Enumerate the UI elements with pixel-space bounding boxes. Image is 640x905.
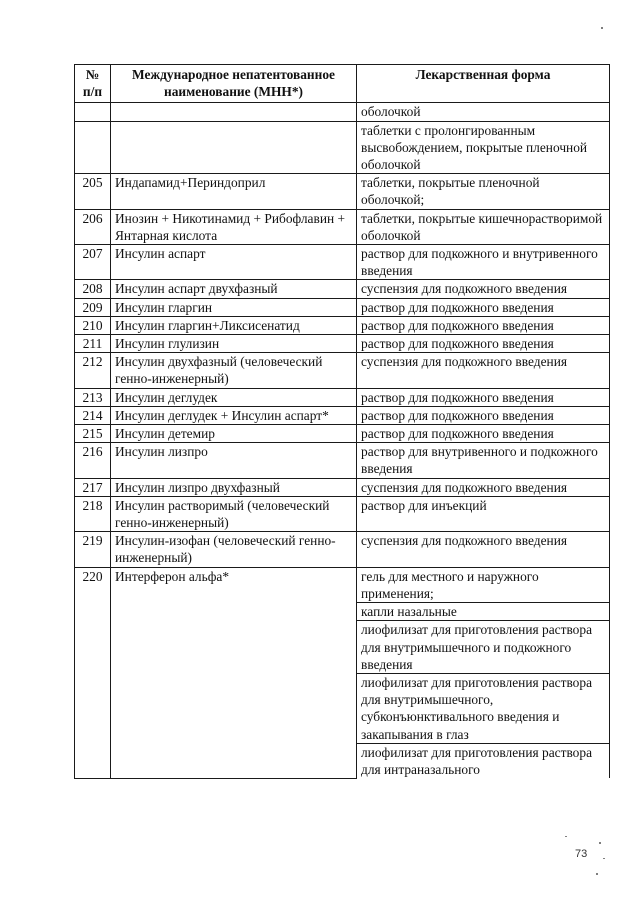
row-number: 216 (75, 443, 111, 478)
dosage-form: суспензия для подкожного введения (357, 280, 610, 298)
inn-name: Инсулин-изофан (человеческий генно-инженерный) (111, 532, 357, 567)
inn-name (111, 121, 357, 174)
inn-name: Интерферон альфа* (111, 567, 357, 778)
header-inn-name: Международное непатентованное наименование (МНН*) (111, 65, 357, 103)
table-row (75, 532, 610, 567)
dosage-form: раствор для подкожного введения (357, 406, 610, 424)
row-number: 219 (75, 532, 111, 567)
scan-speck (599, 842, 601, 844)
dosage-form: таблетки, покрытые пленочной оболочкой; (357, 174, 610, 209)
inn-name: Инсулин двухфазный (человеческий генно-инженерный) (111, 353, 357, 388)
inn-name: Инсулин деглудек + Инсулин аспарт* (111, 406, 357, 424)
inn-name: Индапамид+Периндоприл (111, 174, 357, 209)
inn-name: Инсулин глулизин (111, 335, 357, 353)
inn-name: Инсулин аспарт (111, 245, 357, 280)
table-row (75, 406, 610, 424)
table-row (75, 388, 610, 406)
dosage-form: суспензия для подкожного введения (357, 353, 610, 388)
row-number: 218 (75, 496, 111, 531)
dosage-form: капли назальные (357, 603, 610, 621)
scan-speck (603, 858, 605, 859)
dosage-form: раствор для подкожного введения (357, 425, 610, 443)
dosage-form: оболочкой (357, 103, 610, 121)
dosage-form: раствор для внутривенного и подкожного введения (357, 443, 610, 478)
table-row (75, 245, 610, 280)
dosage-form: раствор для подкожного введения (357, 316, 610, 334)
inn-name: Инсулин лизпро двухфазный (111, 478, 357, 496)
row-number: 214 (75, 406, 111, 424)
dosage-form: раствор для инъекций (357, 496, 610, 531)
inn-name: Инозин + Никотинамид + Рибофлавин + Янтарная кислота (111, 209, 357, 244)
table-row (75, 280, 610, 298)
dosage-form: лиофилизат для приготовления раствора для внутримышечного и подкожного введения (357, 621, 610, 674)
dosage-form: раствор для подкожного и внутривенного введения (357, 245, 610, 280)
table-row (75, 567, 610, 602)
header-number: № п/п (75, 65, 111, 103)
inn-name (111, 103, 357, 121)
row-number: 207 (75, 245, 111, 280)
inn-name: Инсулин аспарт двухфазный (111, 280, 357, 298)
row-number: 220 (75, 567, 111, 778)
dosage-form: суспензия для подкожного введения (357, 532, 610, 567)
table-header-row (75, 65, 610, 103)
row-number (75, 103, 111, 121)
scan-speck (596, 873, 598, 875)
inn-name: Инсулин деглудек (111, 388, 357, 406)
table-row (75, 443, 610, 478)
table-row (75, 335, 610, 353)
dosage-form: лиофилизат для приготовления раствора для внутримышечного, субконъюнктивального введения и закапывания в глаз (357, 673, 610, 743)
dosage-form: раствор для подкожного введения (357, 298, 610, 316)
row-number: 213 (75, 388, 111, 406)
row-number (75, 121, 111, 174)
row-number: 215 (75, 425, 111, 443)
dosage-form: гель для местного и наружного применения; (357, 567, 610, 602)
row-number: 206 (75, 209, 111, 244)
dosage-form: суспензия для подкожного введения (357, 478, 610, 496)
inn-name: Инсулин лизпро (111, 443, 357, 478)
table-row (75, 353, 610, 388)
dosage-form: раствор для подкожного введения (357, 335, 610, 353)
dosage-form: раствор для подкожного введения (357, 388, 610, 406)
table-row (75, 121, 610, 174)
row-number: 211 (75, 335, 111, 353)
row-number: 217 (75, 478, 111, 496)
dosage-form: лиофилизат для приготовления раствора для интраназального (357, 743, 610, 778)
drug-list-table (74, 64, 610, 779)
dosage-form: таблетки с пролонгированным высвобождением, покрытые пленочной оболочкой (357, 121, 610, 174)
table-row (75, 209, 610, 244)
table-row (75, 103, 610, 121)
inn-name: Инсулин растворимый (человеческий генно-инженерный) (111, 496, 357, 531)
scan-speck (565, 836, 567, 837)
row-number: 205 (75, 174, 111, 209)
inn-name: Инсулин детемир (111, 425, 357, 443)
dosage-form: таблетки, покрытые кишечнорастворимой оболочкой (357, 209, 610, 244)
row-number: 209 (75, 298, 111, 316)
table-row (75, 478, 610, 496)
scan-speck (601, 27, 603, 29)
row-number: 212 (75, 353, 111, 388)
page-number: 73 (575, 848, 588, 860)
table-row (75, 425, 610, 443)
inn-name: Инсулин гларгин (111, 298, 357, 316)
header-dosage-form: Лекарственная форма (357, 65, 610, 103)
table-row (75, 174, 610, 209)
row-number: 208 (75, 280, 111, 298)
inn-name: Инсулин гларгин+Ликсисенатид (111, 316, 357, 334)
table-row (75, 496, 610, 531)
table-row (75, 298, 610, 316)
table-row (75, 316, 610, 334)
row-number: 210 (75, 316, 111, 334)
